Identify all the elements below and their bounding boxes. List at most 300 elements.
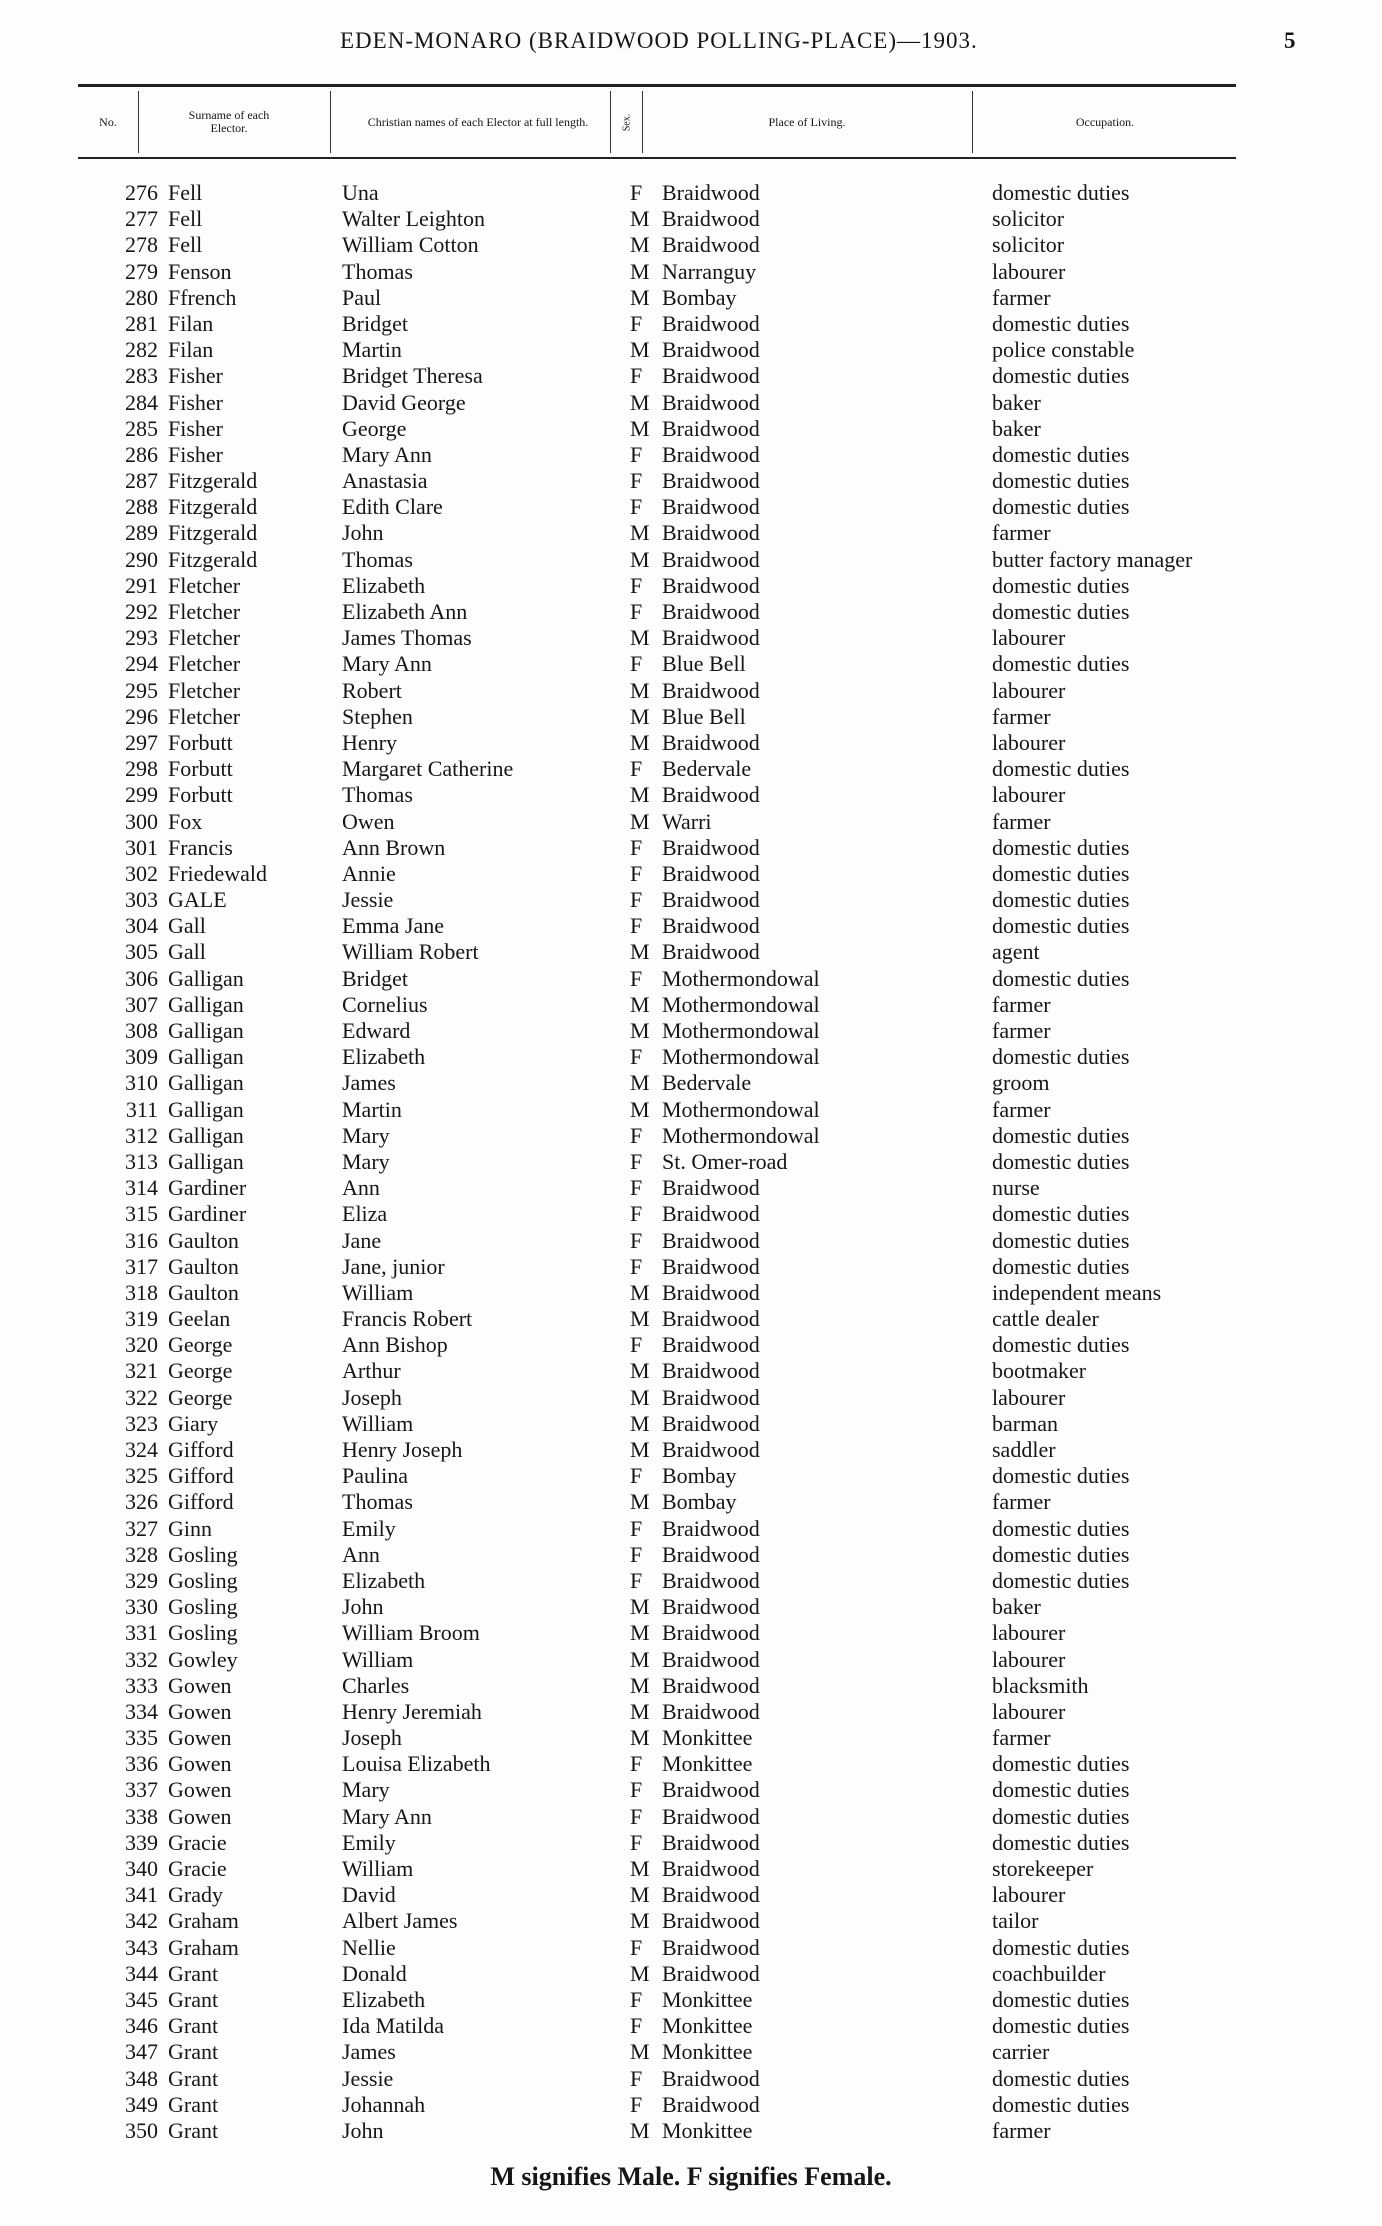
elector-number: 288: [125, 494, 158, 520]
elector-surname: Grant: [168, 2091, 219, 2117]
elector-occupation: domestic duties: [992, 1463, 1130, 1489]
elector-place: Mothermondowal: [662, 1018, 820, 1043]
elector-christian-names: Henry Jeremiah: [342, 1698, 482, 1724]
elector-number: 304: [125, 913, 158, 939]
elector-place: Braidwood: [662, 415, 760, 441]
elector-place: Braidwood: [662, 1777, 760, 1803]
elector-occupation: labourer: [992, 1620, 1066, 1646]
elector-place: Braidwood: [662, 1672, 760, 1698]
elector-christian-names: William: [342, 1279, 414, 1305]
elector-christian-names: Thomas: [342, 546, 413, 572]
elector-number: 321: [125, 1358, 158, 1384]
elector-sex: F: [630, 1986, 643, 2012]
table-row: [0, 232, 1382, 258]
table-row: [0, 1516, 1382, 1542]
elector-sex: M: [630, 546, 650, 572]
elector-place: Mothermondowal: [662, 1096, 820, 1122]
elector-occupation: labourer: [992, 625, 1066, 651]
elector-number: 322: [125, 1384, 158, 1410]
elector-place: Braidwood: [662, 363, 760, 389]
elector-sex: M: [630, 2117, 650, 2143]
elector-surname: Fletcher: [168, 599, 241, 624]
elector-number: 298: [125, 756, 158, 782]
elector-sex: F: [630, 1463, 643, 1489]
elector-sex: M: [630, 1279, 650, 1305]
elector-surname: Gosling: [168, 1567, 238, 1593]
table-row: [0, 206, 1382, 232]
elector-place: Braidwood: [662, 1620, 760, 1646]
elector-sex: F: [630, 599, 643, 624]
elector-place: Braidwood: [662, 1201, 760, 1227]
table-row: [0, 1935, 1382, 1961]
elector-surname: GALE: [168, 887, 227, 913]
elector-number: 293: [125, 625, 158, 651]
elector-christian-names: Donald: [342, 1960, 407, 1986]
elector-occupation: cattle dealer: [992, 1306, 1099, 1332]
elector-sex: F: [630, 1148, 643, 1174]
elector-surname: Fitzgerald: [168, 546, 258, 572]
table-row: [0, 1568, 1382, 1594]
elector-christian-names: Johannah: [342, 2091, 426, 2117]
elector-place: Braidwood: [662, 1541, 760, 1567]
table-row: [0, 573, 1382, 599]
elector-occupation: solicitor: [992, 206, 1065, 232]
table-row: [0, 1018, 1382, 1044]
table-row: [0, 651, 1382, 677]
table-row: [0, 966, 1382, 992]
table-row: [0, 1673, 1382, 1699]
elector-number: 287: [125, 468, 158, 494]
elector-occupation: labourer: [992, 677, 1066, 703]
table-row: [0, 1332, 1382, 1358]
elector-surname: Gosling: [168, 1620, 238, 1646]
elector-occupation: labourer: [992, 258, 1066, 284]
elector-sex: M: [630, 808, 650, 834]
elector-surname: Fletcher: [168, 572, 241, 598]
elector-christian-names: Una: [342, 180, 379, 205]
elector-place: Braidwood: [662, 1882, 760, 1908]
elector-number: 336: [125, 1751, 158, 1777]
elector-place: Braidwood: [662, 1384, 760, 1410]
elector-sex: M: [630, 1960, 650, 1986]
elector-sex: M: [630, 1908, 650, 1934]
elector-surname: Gifford: [168, 1437, 234, 1462]
elector-number: 350: [125, 2117, 158, 2143]
header-place: Place of Living.: [768, 114, 846, 129]
elector-surname: Galligan: [168, 991, 244, 1017]
elector-number: 282: [125, 337, 158, 363]
elector-place: Braidwood: [662, 1960, 760, 1986]
elector-surname: Gifford: [168, 1489, 234, 1515]
elector-number: 314: [125, 1175, 158, 1201]
elector-surname: Gall: [168, 913, 206, 939]
elector-number: 326: [125, 1489, 158, 1515]
elector-sex: F: [630, 494, 643, 520]
elector-surname: George: [168, 1358, 233, 1384]
elector-number: 339: [125, 1829, 158, 1855]
header-divider: [330, 91, 331, 153]
elector-place: Braidwood: [662, 1279, 760, 1305]
elector-sex: M: [630, 258, 650, 284]
elector-sex: M: [630, 1882, 650, 1908]
elector-surname: Grant: [168, 1960, 219, 1986]
elector-christian-names: Jessie: [342, 887, 394, 913]
elector-sex: M: [630, 939, 650, 965]
table-row: [0, 1961, 1382, 1987]
elector-sex: M: [630, 1725, 650, 1751]
table-row: [0, 1830, 1382, 1856]
table-row: [0, 520, 1382, 546]
table-row: [0, 939, 1382, 965]
elector-surname: Gowen: [168, 1725, 232, 1751]
elector-surname: Galligan: [168, 1122, 244, 1148]
elector-place: Monkittee: [662, 1751, 753, 1777]
elector-number: 324: [125, 1437, 158, 1462]
elector-occupation: domestic duties: [992, 1986, 1130, 2012]
elector-number: 327: [125, 1515, 158, 1541]
elector-place: Blue Bell: [662, 703, 746, 729]
table-row: [0, 1882, 1382, 1908]
elector-place: Braidwood: [662, 913, 760, 939]
elector-sex: F: [630, 860, 643, 886]
elector-occupation: labourer: [992, 1882, 1066, 1908]
elector-place: Braidwood: [662, 232, 760, 258]
elector-occupation: domestic duties: [992, 2091, 1130, 2117]
table-row: [0, 2039, 1382, 2065]
elector-occupation: domestic duties: [992, 1777, 1130, 1803]
header-divider: [610, 91, 611, 153]
elector-christian-names: William Cotton: [342, 232, 479, 258]
elector-christian-names: Paul: [342, 284, 382, 310]
elector-place: Braidwood: [662, 1934, 760, 1960]
elector-sex: F: [630, 1515, 643, 1541]
elector-christian-names: Louisa Elizabeth: [342, 1751, 491, 1777]
column-header: [78, 84, 1236, 159]
elector-christian-names: Elizabeth: [342, 572, 426, 598]
elector-christian-names: Charles: [342, 1672, 410, 1698]
elector-place: Braidwood: [662, 1175, 760, 1201]
elector-surname: Ffrench: [168, 284, 237, 310]
elector-surname: Fisher: [168, 389, 223, 415]
elector-sex: F: [630, 1227, 643, 1253]
elector-occupation: domestic duties: [992, 494, 1130, 520]
elector-sex: M: [630, 1358, 650, 1384]
elector-place: Bombay: [662, 1489, 737, 1515]
elector-occupation: domestic duties: [992, 1332, 1130, 1358]
elector-occupation: nurse: [992, 1175, 1040, 1201]
elector-number: 347: [125, 2039, 158, 2065]
elector-surname: Galligan: [168, 1148, 244, 1174]
elector-place: Monkittee: [662, 1986, 753, 2012]
elector-christian-names: Elizabeth: [342, 1044, 426, 1070]
elector-occupation: labourer: [992, 1646, 1066, 1672]
elector-christian-names: Emily: [342, 1515, 396, 1541]
elector-christian-names: Robert: [342, 677, 402, 703]
sex-legend: M signifies Male. F signifies Female.: [490, 2162, 892, 2191]
elector-christian-names: Anastasia: [342, 468, 428, 494]
elector-number: 302: [125, 860, 158, 886]
elector-place: Braidwood: [662, 1698, 760, 1724]
table-row: [0, 887, 1382, 913]
elector-place: Braidwood: [662, 441, 760, 467]
elector-place: Braidwood: [662, 180, 760, 205]
elector-occupation: butter factory manager: [992, 546, 1193, 572]
elector-christian-names: Jane: [342, 1227, 382, 1253]
elector-occupation: domestic duties: [992, 1567, 1130, 1593]
elector-surname: Gowley: [168, 1646, 238, 1672]
elector-sex: F: [630, 1175, 643, 1201]
elector-surname: Gaulton: [168, 1253, 239, 1279]
elector-occupation: domestic duties: [992, 913, 1130, 939]
elector-sex: F: [630, 2065, 643, 2091]
header-divider: [642, 91, 643, 153]
elector-surname: Fisher: [168, 415, 223, 441]
elector-occupation: farmer: [992, 2117, 1051, 2143]
elector-sex: M: [630, 1306, 650, 1332]
elector-surname: Galligan: [168, 1018, 244, 1043]
table-row: [0, 1908, 1382, 1934]
elector-surname: Fell: [168, 232, 203, 258]
elector-occupation: independent means: [992, 1279, 1162, 1305]
elector-christian-names: William: [342, 1646, 414, 1672]
elector-christian-names: Bridget: [342, 965, 408, 991]
elector-occupation: labourer: [992, 729, 1066, 755]
elector-christian-names: Martin: [342, 337, 402, 363]
elector-occupation: labourer: [992, 1698, 1066, 1724]
elector-place: Mothermondowal: [662, 1122, 820, 1148]
elector-sex: F: [630, 1567, 643, 1593]
elector-christian-names: Joseph: [342, 1384, 402, 1410]
table-row: [0, 1044, 1382, 1070]
elector-occupation: domestic duties: [992, 2013, 1130, 2039]
elector-surname: Fletcher: [168, 677, 241, 703]
elector-christian-names: Mary Ann: [342, 441, 432, 467]
elector-surname: Grady: [168, 1882, 223, 1908]
table-row: [0, 2092, 1382, 2118]
elector-number: 280: [125, 284, 158, 310]
elector-number: 337: [125, 1777, 158, 1803]
elector-number: 285: [125, 415, 158, 441]
elector-sex: F: [630, 180, 643, 205]
elector-sex: F: [630, 756, 643, 782]
elector-surname: Fox: [168, 808, 203, 834]
elector-surname: Geelan: [168, 1306, 231, 1332]
elector-place: Bedervale: [662, 1070, 752, 1096]
elector-christian-names: Mary Ann: [342, 1803, 432, 1829]
elector-surname: Gosling: [168, 1594, 238, 1620]
elector-sex: F: [630, 468, 643, 494]
elector-place: St. Omer-road: [662, 1148, 788, 1174]
elector-christian-names: James: [342, 2039, 396, 2065]
elector-surname: Francis: [168, 834, 233, 860]
table-row: [0, 1201, 1382, 1227]
elector-place: Braidwood: [662, 1646, 760, 1672]
elector-place: Braidwood: [662, 782, 760, 808]
elector-surname: Giary: [168, 1410, 219, 1436]
elector-sex: M: [630, 206, 650, 232]
table-row: [0, 861, 1382, 887]
elector-sex: M: [630, 782, 650, 808]
elector-sex: F: [630, 651, 643, 677]
elector-christian-names: Elizabeth: [342, 1567, 426, 1593]
elector-occupation: farmer: [992, 1489, 1051, 1515]
elector-occupation: farmer: [992, 991, 1051, 1017]
elector-occupation: domestic duties: [992, 887, 1130, 913]
elector-surname: Grant: [168, 2065, 219, 2091]
elector-surname: Fitzgerald: [168, 520, 258, 546]
table-row: [0, 1594, 1382, 1620]
elector-surname: Fisher: [168, 363, 223, 389]
elector-place: Monkittee: [662, 2013, 753, 2039]
elector-number: 278: [125, 232, 158, 258]
elector-occupation: barman: [992, 1410, 1058, 1436]
elector-christian-names: David George: [342, 389, 466, 415]
elector-number: 297: [125, 729, 158, 755]
elector-number: 348: [125, 2065, 158, 2091]
elector-occupation: tailor: [992, 1908, 1039, 1934]
elector-sex: M: [630, 1698, 650, 1724]
elector-sex: F: [630, 834, 643, 860]
table-row: [0, 678, 1382, 704]
elector-christian-names: Ann Brown: [342, 834, 446, 860]
table-row: [0, 756, 1382, 782]
page-title: EDEN-MONARO (BRAIDWOOD POLLING-PLACE)—1903.: [340, 28, 978, 53]
elector-place: Braidwood: [662, 494, 760, 520]
header-divider: [138, 91, 139, 153]
elector-surname: Fenson: [168, 258, 232, 284]
elector-surname: Gosling: [168, 1541, 238, 1567]
elector-occupation: domestic duties: [992, 180, 1130, 205]
elector-number: 319: [125, 1306, 158, 1332]
elector-surname: Gifford: [168, 1463, 234, 1489]
elector-occupation: farmer: [992, 703, 1051, 729]
elector-christian-names: Elizabeth Ann: [342, 599, 468, 624]
table-row: [0, 1751, 1382, 1777]
elector-number: 325: [125, 1463, 158, 1489]
header-sex: Sex.: [621, 113, 633, 131]
elector-sex: F: [630, 1201, 643, 1227]
elector-occupation: solicitor: [992, 232, 1065, 258]
table-row: [0, 1856, 1382, 1882]
header-christian-names: Christian names of each Elector at full length.: [367, 114, 589, 129]
elector-occupation: farmer: [992, 520, 1051, 546]
table-row: [0, 468, 1382, 494]
elector-christian-names: Thomas: [342, 258, 413, 284]
elector-sex: M: [630, 1018, 650, 1043]
elector-christian-names: Stephen: [342, 703, 413, 729]
elector-number: 333: [125, 1672, 158, 1698]
elector-christian-names: James: [342, 1070, 396, 1096]
elector-christian-names: Cornelius: [342, 991, 428, 1017]
elector-christian-names: Mary: [342, 1777, 390, 1803]
elector-occupation: domestic duties: [992, 363, 1130, 389]
elector-surname: Filan: [168, 337, 214, 363]
elector-christian-names: Emma Jane: [342, 913, 445, 939]
elector-surname: George: [168, 1384, 233, 1410]
elector-surname: Fell: [168, 180, 203, 205]
elector-number: 342: [125, 1908, 158, 1934]
header-no: No.: [99, 114, 117, 129]
elector-number: 284: [125, 389, 158, 415]
elector-place: Mothermondowal: [662, 1044, 820, 1070]
elector-sex: F: [630, 310, 643, 336]
table-row: [0, 2118, 1382, 2144]
elector-place: Braidwood: [662, 1253, 760, 1279]
elector-place: Braidwood: [662, 860, 760, 886]
elector-sex: M: [630, 337, 650, 363]
elector-number: 310: [125, 1070, 158, 1096]
elector-place: Braidwood: [662, 1803, 760, 1829]
elector-christian-names: David: [342, 1882, 396, 1908]
elector-christian-names: Jessie: [342, 2065, 394, 2091]
table-row: [0, 782, 1382, 808]
elector-christian-names: Mary: [342, 1122, 390, 1148]
elector-surname: Grant: [168, 2117, 219, 2143]
elector-christian-names: Eliza: [342, 1201, 388, 1227]
table-row: [0, 1725, 1382, 1751]
elector-occupation: farmer: [992, 284, 1051, 310]
elector-place: Narranguy: [662, 258, 757, 284]
elector-number: 346: [125, 2013, 158, 2039]
elector-occupation: coachbuilder: [992, 1960, 1106, 1986]
elector-surname: Grant: [168, 2013, 219, 2039]
elector-number: 306: [125, 965, 158, 991]
elector-occupation: blacksmith: [992, 1672, 1089, 1698]
elector-christian-names: Thomas: [342, 782, 413, 808]
elector-number: 343: [125, 1934, 158, 1960]
elector-surname: Gaulton: [168, 1279, 239, 1305]
elector-christian-names: James Thomas: [342, 625, 472, 651]
elector-surname: Gowen: [168, 1751, 232, 1777]
elector-surname: Ginn: [168, 1515, 212, 1541]
elector-sex: F: [630, 1332, 643, 1358]
elector-sex: F: [630, 1777, 643, 1803]
elector-occupation: saddler: [992, 1437, 1056, 1462]
elector-place: Monkittee: [662, 2117, 753, 2143]
elector-number: 296: [125, 703, 158, 729]
elector-christian-names: Paulina: [342, 1463, 408, 1489]
elector-occupation: domestic duties: [992, 572, 1130, 598]
elector-surname: Gowen: [168, 1803, 232, 1829]
elector-occupation: baker: [992, 389, 1041, 415]
elector-surname: Gardiner: [168, 1201, 247, 1227]
elector-occupation: storekeeper: [992, 1856, 1094, 1881]
elector-sex: F: [630, 572, 643, 598]
elector-number: 349: [125, 2091, 158, 2117]
elector-christian-names: Henry: [342, 729, 397, 755]
elector-occupation: domestic duties: [992, 2065, 1130, 2091]
elector-surname: Fletcher: [168, 703, 241, 729]
elector-place: Braidwood: [662, 1829, 760, 1855]
elector-occupation: baker: [992, 415, 1041, 441]
elector-sex: M: [630, 1070, 650, 1096]
elector-sex: M: [630, 625, 650, 651]
table-row: [0, 809, 1382, 835]
elector-place: Braidwood: [662, 677, 760, 703]
table-row: [0, 1070, 1382, 1096]
table-row: [0, 1280, 1382, 1306]
elector-christian-names: Annie: [342, 860, 396, 886]
table-row: [0, 1123, 1382, 1149]
table-row: [0, 2066, 1382, 2092]
elector-place: Braidwood: [662, 625, 760, 651]
table-row: [0, 1306, 1382, 1332]
elector-christian-names: Joseph: [342, 1725, 402, 1751]
elector-occupation: domestic duties: [992, 1541, 1130, 1567]
elector-christian-names: Henry Joseph: [342, 1437, 463, 1462]
elector-sex: M: [630, 2039, 650, 2065]
elector-occupation: domestic duties: [992, 1122, 1130, 1148]
